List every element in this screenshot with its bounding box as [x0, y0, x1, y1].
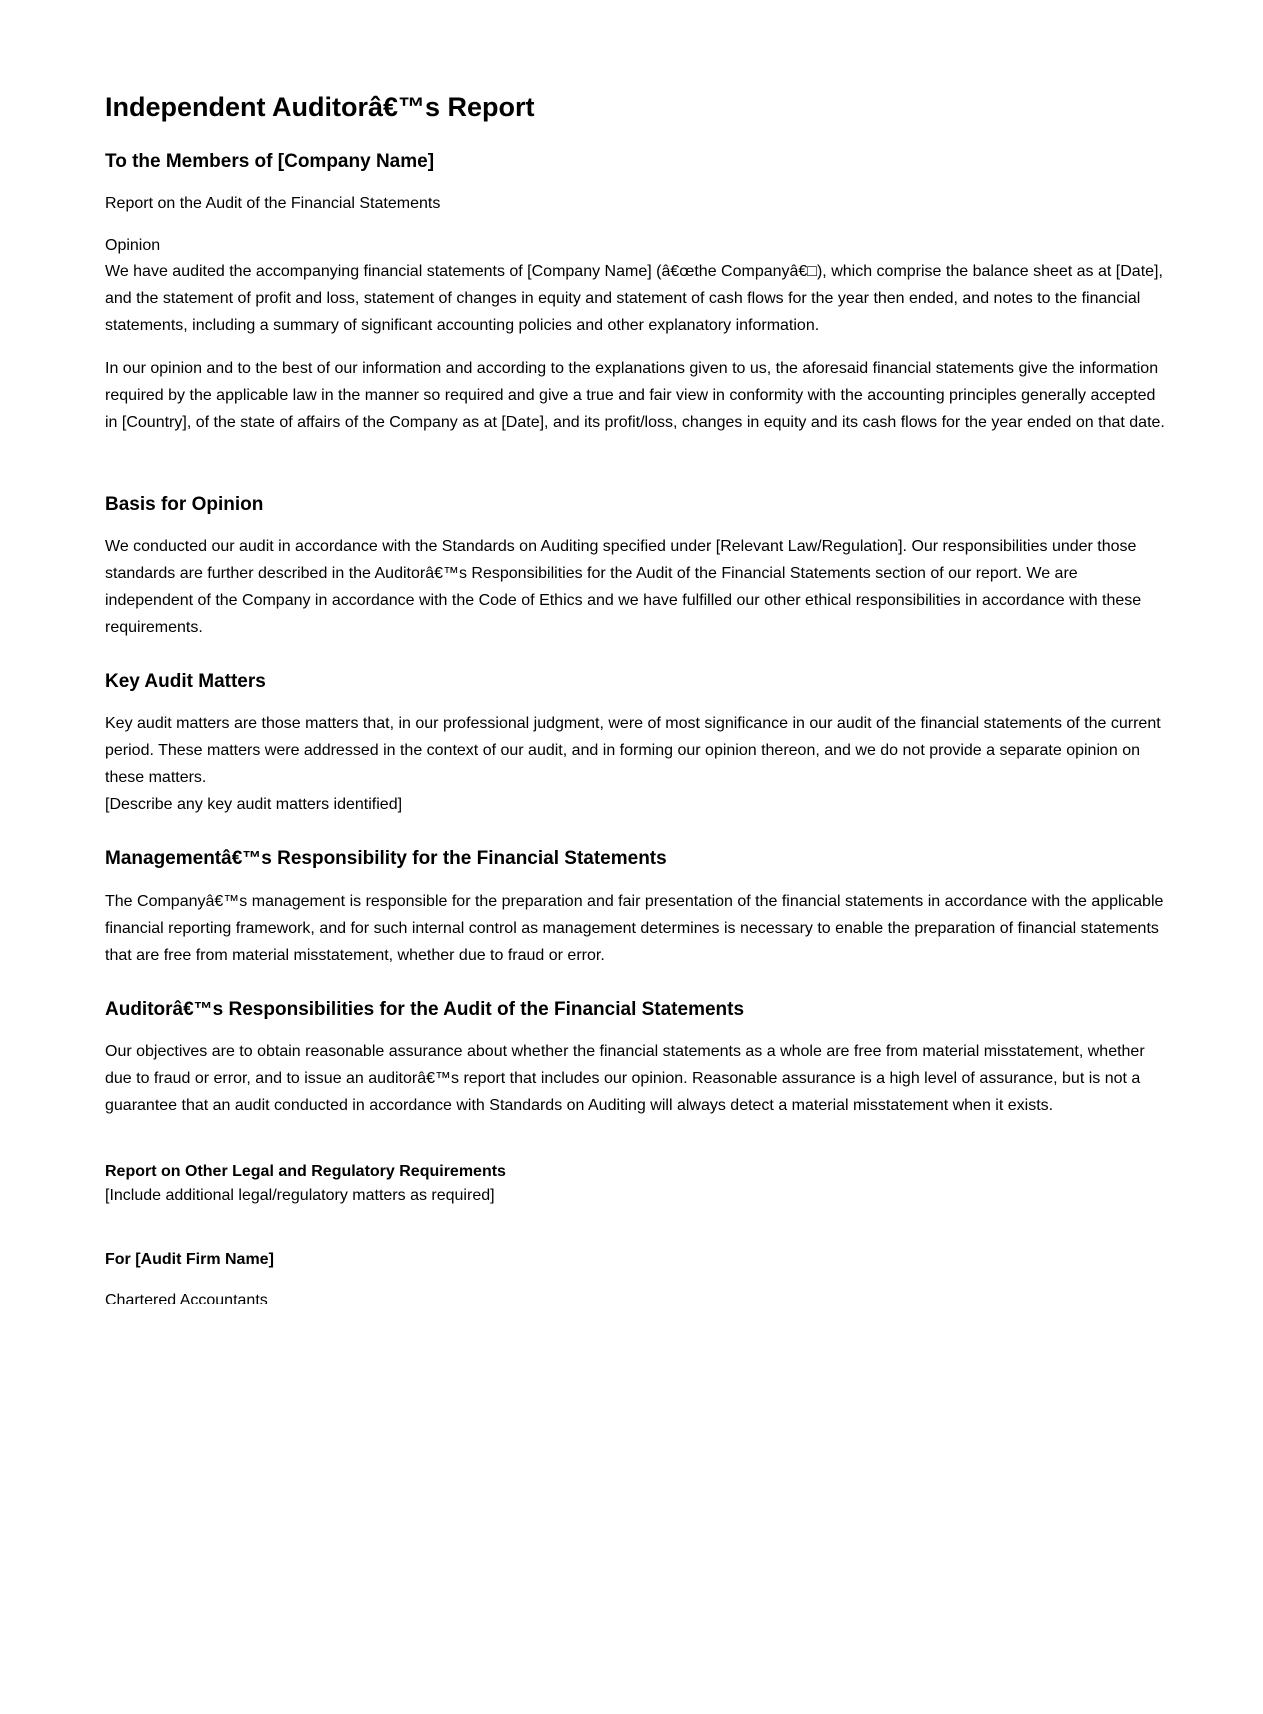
key-audit-matters-heading: Key Audit Matters — [105, 671, 266, 692]
other-legal-paragraph: [Include additional legal/regulatory matters as required] — [105, 1187, 495, 1204]
key-audit-matters-placeholder: [Describe any key audit matters identified] — [105, 796, 403, 813]
report-subtitle: Report on the Audit of the Financial Statements — [105, 195, 441, 212]
signature-designation: Chartered Accountants — [105, 1292, 268, 1304]
auditor-responsibilities-paragraph: Our objectives are to obtain reasonable assurance about whether the financial statements as a whole are free from material misstatement, whether due to fraud or error, and to issue an auditorâ€™s report that includes our opinion. Reasonable assurance is a high level of assurance, but is not a guarantee that an audit conducted in accordance with Standards on Auditing will always detect a material misstatement when it exists. — [105, 1043, 1145, 1114]
signature-firm: For [Audit Firm Name] — [105, 1251, 274, 1268]
opinion-label: Opinion — [105, 237, 161, 254]
signature-designation-clip — [105, 1290, 405, 1304]
key-audit-matters-paragraph: Key audit matters are those matters that, in our professional judgment, were of most significance in our audit of the financial statements of the current period. These matters were addressed in the context of our audit, and in forming our opinion thereon, and we do not provide a separate opinion on these matters. — [105, 715, 1161, 786]
basis-paragraph: We conducted our audit in accordance with the Standards on Auditing specified under [Relevant Law/Regulation]. Our responsibilities under those standards are further described in the Auditorâ€™s Responsibilities for the Audit of the Financial Statements section of our report. We are independent of the Company in accordance with the Code of Ethics and we have fulfilled our other ethical responsibilities in accordance with these requirements. — [105, 538, 1142, 636]
basis-heading: Basis for Opinion — [105, 494, 264, 515]
opinion-paragraph-2: In our opinion and to the best of our information and according to the explanations given to us, the aforesaid financial statements give the information required by the applicable law in the manner so required and give a true and fair view in conformity with the accounting principles generally accepted in [Country], of the state of affairs of the Company as at [Date], and its profit/loss, changes in equity and its cash flows for the year ended on that date. — [105, 360, 1165, 431]
other-legal-heading: Report on Other Legal and Regulatory Requirements — [105, 1163, 506, 1180]
management-paragraph: The Companyâ€™s management is responsible for the preparation and fair presentation of the financial statements in accordance with the applicable financial reporting framework, and for such internal control as management determines is necessary to enable the preparation of financial statements that are free from material misstatement, whether due to fraud or error. — [105, 893, 1164, 964]
report-title: Independent Auditorâ€™s Report — [105, 92, 535, 122]
auditor-responsibilities-heading: Auditorâ€™s Responsibilities for the Audit of the Financial Statements — [105, 999, 745, 1020]
opinion-paragraph-1: We have audited the accompanying financial statements of [Company Name] (â€œthe Companyâ€□), which comprise the balance sheet as at [Date], and the statement of profit and loss, statement of changes in equity and statement of cash flows for the year then ended, and notes to the financial statements, including a summary of significant accounting policies and other explanatory information. — [105, 263, 1163, 334]
management-heading: Managementâ€™s Responsibility for the Financial Statements — [105, 848, 667, 869]
addressee-heading: To the Members of [Company Name] — [105, 151, 435, 172]
